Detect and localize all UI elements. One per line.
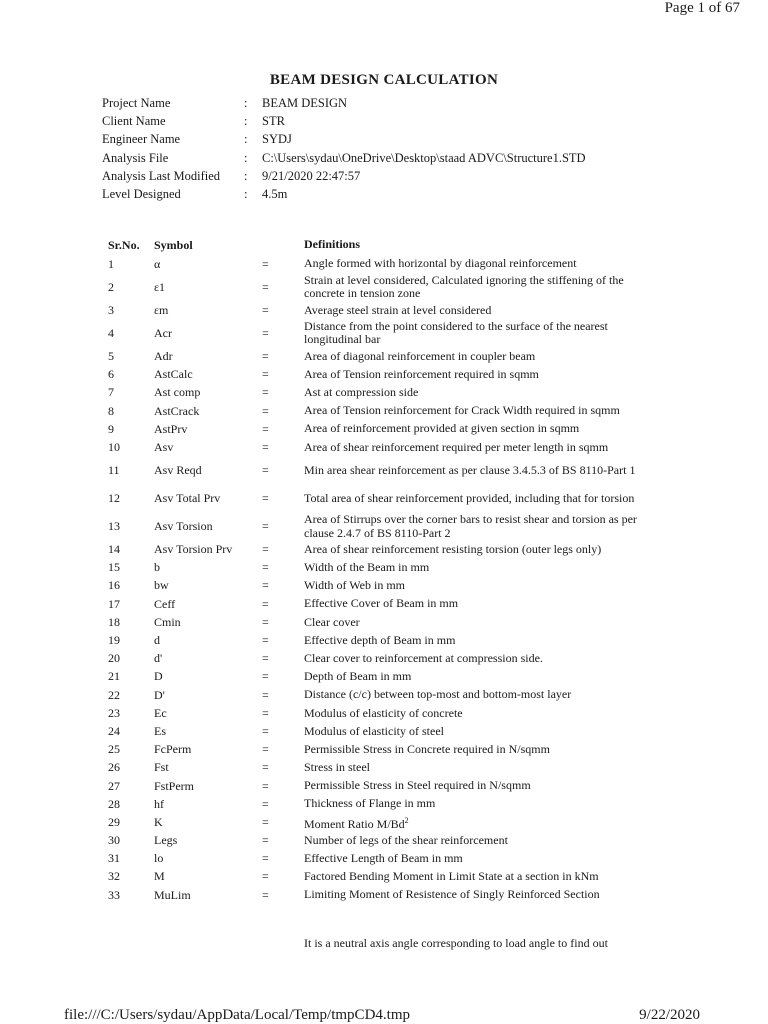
row-equals: = [262, 614, 269, 629]
row-number: 29 [108, 814, 120, 829]
table-row [108, 366, 648, 384]
table-row [108, 631, 648, 649]
meta-label: Analysis File [102, 150, 169, 165]
row-definition [304, 386, 648, 400]
row-definition-text: Area of diagonal reinforcement in coupler beam [304, 348, 536, 363]
row-definition-text: Modulus of elasticity of steel [304, 723, 444, 738]
row-definition [304, 779, 648, 793]
row-definition [304, 616, 648, 630]
row-definition-text: Distance (c/c) between top-most and bottom-most layer [304, 687, 572, 702]
row-definition [304, 441, 648, 455]
row-symbol: d [154, 633, 160, 648]
row-number: 6 [108, 367, 114, 382]
meta-label: Client Name [102, 114, 166, 129]
row-symbol: Acr [154, 325, 172, 340]
row-number: 28 [108, 796, 120, 811]
table-row [108, 850, 648, 868]
row-number: 17 [108, 596, 120, 611]
row-equals: = [262, 742, 269, 757]
row-definition-text: Modulus of elasticity of concrete [304, 705, 463, 720]
row-definition-text: Permissible Stress in Concrete required in N/sqmm [304, 741, 550, 756]
row-definition-text: Ast at compression side [304, 385, 419, 400]
row-symbol: M [154, 869, 165, 884]
table-row [108, 319, 648, 347]
row-definition-text: Clear cover to reinforcement at compression side. [304, 650, 543, 665]
row-number: 11 [108, 463, 120, 477]
row-definition-superscript: 2 [404, 815, 409, 825]
row-equals: = [262, 463, 269, 477]
row-symbol: D' [154, 687, 165, 702]
meta-value: C:\Users\sydau\OneDrive\Desktop\staad ADVC\Structure1.STD [262, 150, 586, 165]
header-sr-no: Sr.No. [108, 237, 140, 252]
row-definition [304, 579, 648, 593]
row-number: 31 [108, 851, 120, 866]
row-definition-text: Effective Cover of Beam in mm [304, 596, 459, 611]
row-number: 8 [108, 403, 114, 418]
row-symbol: Ec [154, 705, 167, 720]
row-definition [304, 743, 648, 757]
row-symbol: lo [154, 851, 164, 866]
continuation-text: It is a neutral axis angle corresponding to load angle to find out [304, 936, 608, 950]
row-symbol: MuLim [154, 887, 191, 902]
row-equals: = [262, 723, 269, 738]
row-equals: = [262, 869, 269, 884]
table-row [108, 420, 648, 438]
table-row [108, 704, 648, 722]
row-equals: = [262, 385, 269, 400]
row-definition [304, 543, 648, 557]
row-definition-text: Strain at level considered, Calculated ignoring the stiffening of the concrete in tension zone [304, 272, 624, 301]
row-symbol: Adr [154, 348, 173, 363]
row-number: 27 [108, 778, 120, 793]
row-equals: = [262, 421, 269, 436]
row-equals: = [262, 814, 269, 829]
row-number: 9 [108, 421, 114, 436]
table-row [108, 668, 648, 686]
row-equals: = [262, 325, 269, 340]
page-number: Page 1 of 67 [664, 0, 740, 16]
row-equals: = [262, 796, 269, 811]
row-number: 1 [108, 256, 114, 271]
row-number: 16 [108, 578, 120, 593]
row-number: 14 [108, 542, 120, 557]
row-symbol: d' [154, 651, 163, 666]
table-row [108, 273, 648, 301]
row-symbol: εm [154, 302, 169, 317]
row-definition-text: Width of Web in mm [304, 578, 405, 593]
table-row [108, 722, 648, 740]
table-row [108, 759, 648, 777]
row-number: 30 [108, 833, 120, 848]
row-definition-text: Stress in steel [304, 760, 370, 775]
row-definition-text: Distance from the point considered to the surface of the nearest longitudinal bar [304, 318, 608, 347]
table-row [108, 438, 648, 456]
row-definition [304, 561, 648, 575]
row-number: 7 [108, 385, 114, 400]
footer-date: 9/22/2020 [639, 1007, 700, 1023]
row-definition-text: Number of legs of the shear reinforcement [304, 832, 508, 847]
meta-label: Level Designed [102, 186, 181, 201]
project-meta [102, 94, 586, 203]
row-equals: = [262, 578, 269, 593]
meta-colon: : [244, 114, 248, 129]
row-definition-text: Area of Tension reinforcement required in sqmm [304, 366, 539, 381]
row-definition [304, 670, 648, 684]
definitions-table [108, 235, 648, 904]
meta-colon: : [244, 150, 248, 165]
footer-file-path: file:///C:/Users/sydau/AppData/Local/Temp/tmpCD4.tmp [64, 1007, 410, 1023]
row-symbol: Ast comp [154, 385, 201, 400]
row-equals: = [262, 491, 269, 505]
meta-row-engineer [102, 130, 586, 148]
row-definition-text: Area of reinforcement provided at given section in sqmm [304, 421, 580, 436]
row-symbol: Asv [154, 439, 174, 454]
row-symbol: Asv Torsion [154, 519, 213, 533]
row-equals: = [262, 348, 269, 363]
meta-value: 9/21/2020 22:47:57 [262, 168, 361, 183]
meta-row-project [102, 94, 586, 112]
row-definition-text: Thickness of Flange in mm [304, 796, 436, 811]
meta-value: SYDJ [262, 132, 292, 147]
row-definition-text: Permissible Stress in Steel required in N/sqmm [304, 778, 531, 793]
table-row [108, 650, 648, 668]
row-definition [304, 464, 648, 478]
meta-colon: : [244, 96, 248, 110]
row-number: 12 [108, 491, 120, 505]
row-symbol: Es [154, 723, 166, 738]
row-definition [304, 513, 648, 540]
meta-row-analysis-file [102, 149, 586, 167]
meta-label: Analysis Last Modified [102, 168, 221, 183]
table-row [108, 485, 648, 513]
row-definition-text: Clear cover [304, 614, 360, 629]
table-header [108, 235, 648, 255]
row-equals: = [262, 687, 269, 702]
row-definition [304, 761, 648, 775]
row-definition [304, 852, 648, 866]
row-definition-text: Effective Length of Beam in mm [304, 851, 463, 866]
table-row [108, 559, 648, 577]
row-equals: = [262, 669, 269, 684]
row-symbol: hf [154, 796, 164, 811]
row-symbol: AstCalc [154, 367, 193, 382]
row-equals: = [262, 519, 269, 533]
row-equals: = [262, 279, 269, 294]
meta-row-client [102, 112, 586, 130]
meta-label: Project Name [102, 96, 171, 110]
row-definition [304, 274, 648, 301]
table-row [108, 686, 648, 704]
row-definition [304, 834, 648, 848]
row-symbol: Asv Total Prv [154, 491, 221, 505]
table-row [108, 301, 648, 319]
row-symbol: b [154, 560, 160, 575]
meta-value: STR [262, 114, 285, 129]
row-definition [304, 797, 648, 811]
row-equals: = [262, 633, 269, 648]
row-number: 15 [108, 560, 120, 575]
row-definition-text: Factored Bending Moment in Limit State at a section in kNm [304, 869, 599, 884]
row-equals: = [262, 542, 269, 557]
table-row [108, 541, 648, 559]
meta-label: Engineer Name [102, 132, 181, 147]
row-definition [304, 404, 648, 418]
row-equals: = [262, 833, 269, 848]
row-symbol: D [154, 669, 163, 684]
row-symbol: bw [154, 578, 169, 593]
row-equals: = [262, 367, 269, 382]
row-number: 4 [108, 325, 114, 340]
row-number: 22 [108, 687, 120, 702]
table-body [108, 255, 648, 904]
meta-colon: : [244, 132, 248, 147]
row-definition [304, 725, 648, 739]
row-symbol: Fst [154, 760, 169, 775]
table-row [108, 577, 648, 595]
row-definition [304, 492, 648, 506]
row-definition [304, 320, 648, 347]
row-number: 20 [108, 651, 120, 666]
row-number: 19 [108, 633, 120, 648]
row-symbol: ε1 [154, 279, 166, 294]
row-equals: = [262, 439, 269, 454]
row-symbol: FstPerm [154, 778, 195, 793]
row-definition [304, 652, 648, 666]
row-definition-text: Min area shear reinforcement as per clause 3.4.5.3 of BS 8110-Part 1 [304, 462, 636, 477]
table-row [108, 777, 648, 795]
row-definition [304, 870, 648, 884]
row-number: 21 [108, 669, 120, 684]
header-definitions: Definitions [304, 237, 361, 252]
table-row [108, 457, 648, 485]
row-symbol: Cmin [154, 614, 181, 629]
row-definition [304, 368, 648, 382]
row-symbol: K [154, 814, 163, 829]
row-definition-text: Limiting Moment of Resistence of Singly Reinforced Section [304, 887, 600, 902]
row-equals: = [262, 760, 269, 775]
document-title: BEAM DESIGN CALCULATION [269, 72, 499, 88]
table-row [108, 868, 648, 886]
row-symbol: α [154, 256, 161, 271]
row-definition [304, 707, 648, 721]
row-symbol: AstPrv [154, 421, 188, 436]
row-number: 10 [108, 439, 120, 454]
row-definition-text: Effective depth of Beam in mm [304, 632, 456, 647]
row-number: 2 [108, 279, 114, 294]
row-number: 3 [108, 302, 114, 317]
row-number: 32 [108, 869, 120, 884]
table-row [108, 402, 648, 420]
table-row [108, 813, 648, 831]
row-definition-text: Area of Stirrups over the corner bars to resist shear and torsion as per clause 2.4.7 of BS 8110-Part 2 [304, 512, 637, 540]
row-equals: = [262, 705, 269, 720]
row-definition [304, 422, 648, 436]
meta-value: BEAM DESIGN [262, 96, 348, 110]
row-symbol: Asv Reqd [154, 463, 202, 477]
table-row [108, 741, 648, 759]
row-definition-text: Total area of shear reinforcement provided, including that for torsion [304, 490, 635, 505]
row-number: 26 [108, 760, 120, 775]
row-definition [304, 257, 648, 271]
row-equals: = [262, 851, 269, 866]
row-equals: = [262, 596, 269, 611]
header-symbol: Symbol [154, 237, 193, 252]
row-number: 25 [108, 742, 120, 757]
row-number: 23 [108, 705, 120, 720]
table-row [108, 513, 648, 541]
row-definition [304, 888, 648, 902]
table-row [108, 795, 648, 813]
row-equals: = [262, 403, 269, 418]
row-definition-text: Area of Tension reinforcement for Crack Width required in sqmm [304, 403, 620, 418]
row-number: 24 [108, 723, 120, 738]
row-definition [304, 814, 648, 832]
row-definition-text: Area of shear reinforcement required per meter length in sqmm [304, 439, 609, 454]
row-symbol: Asv Torsion Prv [154, 542, 233, 557]
table-row [108, 595, 648, 613]
table-row [108, 255, 648, 273]
table-row [108, 832, 648, 850]
row-definition-text: Area of shear reinforcement resisting torsion (outer legs only) [304, 541, 602, 556]
row-definition-text: Average steel strain at level considered [304, 302, 492, 317]
row-definition [304, 597, 648, 611]
row-equals: = [262, 887, 269, 902]
row-number: 13 [108, 519, 120, 533]
row-symbol: Ceff [154, 596, 176, 611]
meta-colon: : [244, 186, 248, 201]
row-definition-text: Width of the Beam in mm [304, 560, 430, 575]
row-number: 33 [108, 887, 120, 902]
row-definition [304, 634, 648, 648]
row-number: 18 [108, 614, 120, 629]
row-symbol: Legs [154, 833, 178, 848]
meta-value: 4.5m [262, 186, 288, 201]
table-row [108, 384, 648, 402]
table-row [108, 613, 648, 631]
table-row [108, 886, 648, 904]
row-number: 5 [108, 348, 114, 363]
row-equals: = [262, 560, 269, 575]
row-definition [304, 350, 648, 364]
row-definition-text: Angle formed with horizontal by diagonal reinforcement [304, 256, 577, 271]
meta-row-level [102, 185, 586, 203]
row-definition [304, 688, 648, 702]
meta-row-last-modified [102, 167, 586, 185]
row-equals: = [262, 256, 269, 271]
row-equals: = [262, 651, 269, 666]
row-definition-text: Depth of Beam in mm [304, 669, 412, 684]
table-row [108, 347, 648, 365]
row-definition-text: Moment Ratio M/Bd [304, 816, 405, 831]
row-symbol: FcPerm [154, 742, 192, 757]
row-equals: = [262, 778, 269, 793]
row-equals: = [262, 302, 269, 317]
row-definition [304, 304, 648, 318]
row-symbol: AstCrack [154, 403, 200, 418]
meta-colon: : [244, 168, 248, 183]
